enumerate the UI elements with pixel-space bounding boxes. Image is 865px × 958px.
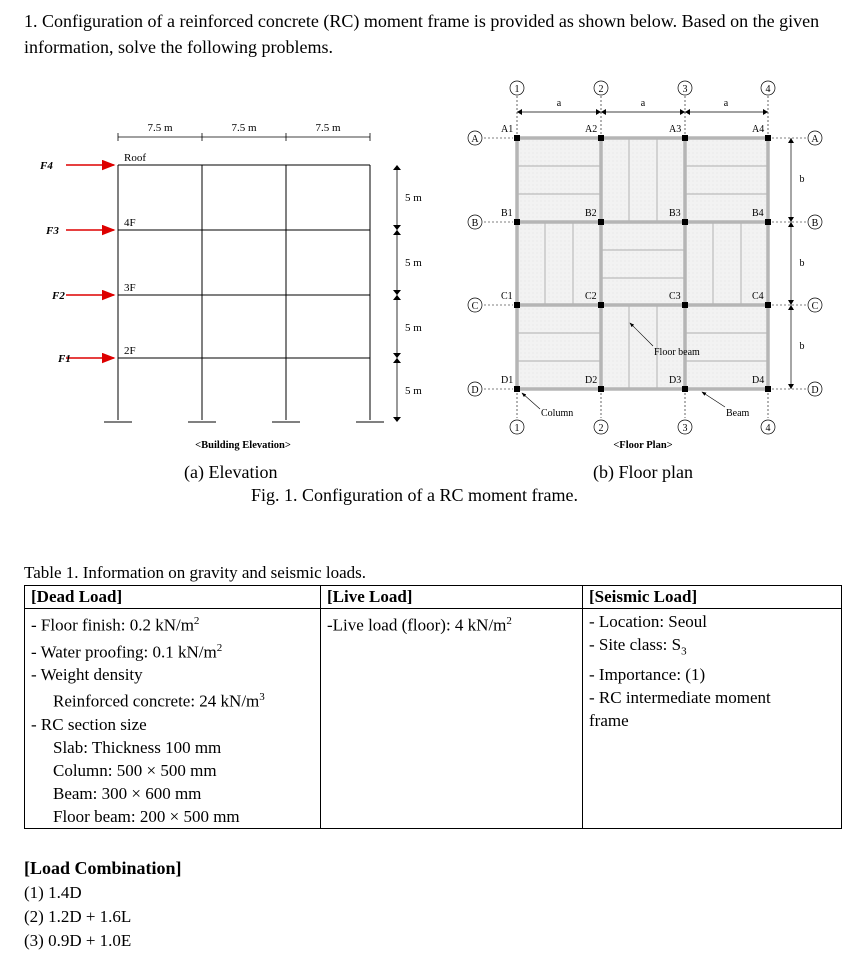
grid-A-left: A	[471, 134, 479, 145]
grid-B-right: B	[811, 218, 819, 229]
bay-dim-3: 7.5 m	[315, 122, 341, 134]
caption-floor-plan: (b) Floor plan	[593, 462, 693, 482]
grid-3-top: 3	[682, 84, 688, 95]
floor-label-roof: Roof	[124, 152, 146, 164]
grid-1-bottom: 1	[514, 423, 520, 434]
combo-1: (1) 1.4D	[24, 883, 82, 902]
story-height-3: 5 m	[405, 257, 422, 269]
force-f3: F3	[46, 225, 59, 237]
node-C2: C2	[585, 291, 597, 302]
grid-A-right: A	[811, 134, 819, 145]
story-height-4: 5 m	[405, 192, 422, 204]
dead-rc-section: - RC section size	[31, 714, 147, 734]
node-B3: B3	[669, 208, 681, 219]
caption-elevation: (a) Elevation	[184, 462, 278, 482]
node-A3: A3	[669, 124, 682, 135]
grid-D-left: D	[471, 385, 479, 396]
node-D1: D1	[501, 375, 514, 386]
force-f2: F2	[52, 290, 65, 302]
grid-C-right: C	[811, 301, 819, 312]
elevation-drawing-title: <Building Elevation>	[195, 440, 291, 451]
dead-floor-finish: - Floor finish: 0.2 $kN/m^2$	[31, 615, 200, 635]
grid-D-right: D	[811, 385, 819, 396]
spacing-a-3: a	[723, 98, 729, 109]
label-floor-beam: Floor beam	[654, 347, 700, 358]
floor-label-3f: 3F	[124, 282, 136, 294]
figure-caption: Fig. 1. Configuration of a RC moment frame.	[251, 485, 578, 505]
spacing-b-1: b	[799, 174, 805, 185]
node-D2: D2	[585, 375, 598, 386]
node-B1: B1	[501, 208, 513, 219]
dead-floor-beam: Floor beam: 200 × 500 mm	[53, 806, 240, 826]
dead-rc-density: Reinforced concrete: 24 $kN/m^3$	[53, 691, 265, 711]
node-C1: C1	[501, 291, 513, 302]
story-height-1: 5 m	[405, 385, 422, 397]
live-load-cell	[321, 609, 583, 829]
node-B2: B2	[585, 208, 597, 219]
force-f4: F4	[40, 160, 53, 172]
node-A1: A1	[501, 124, 514, 135]
node-D3: D3	[669, 375, 682, 386]
load-combination	[24, 856, 182, 953]
node-B4: B4	[752, 208, 764, 219]
node-A2: A2	[585, 124, 598, 135]
grid-B-left: B	[471, 218, 479, 229]
dead-water-proofing: - Water proofing: 0.1 $kN/m^2$	[31, 641, 223, 662]
label-beam: Beam	[726, 408, 750, 419]
grid-C-left: C	[471, 301, 479, 312]
floor-plan-drawing	[468, 81, 822, 451]
spacing-a-1: a	[556, 98, 562, 109]
header-seismic-load: [Seismic Load]	[583, 586, 842, 609]
loads-table	[24, 585, 842, 829]
bay-dim-2: 7.5 m	[231, 122, 257, 134]
grid-2-top: 2	[598, 84, 604, 95]
spacing-a-2: a	[640, 98, 646, 109]
header-live-load: [Live Load]	[321, 586, 583, 609]
node-C3: C3	[669, 291, 681, 302]
grid-3-bottom: 3	[682, 423, 688, 434]
node-C4: C4	[752, 291, 764, 302]
grid-4-bottom: 4	[765, 423, 771, 434]
seismic-system-1: - RC intermediate moment	[589, 688, 771, 708]
spacing-b-3: b	[799, 341, 805, 352]
seismic-importance: - Importance: (1)	[589, 665, 706, 685]
node-D4: D4	[752, 375, 765, 386]
problem-intro: 1. Configuration of a reinforced concrete (RC) moment frame is provided as shown below. Based on the given information, solve the following problems.	[24, 11, 820, 57]
live-floor: -Live load (floor): 4 $kN/m^2$	[327, 615, 512, 635]
spacing-b-2: b	[799, 258, 805, 269]
elevation-drawing	[39, 122, 422, 451]
floor-label-2f: 2F	[124, 345, 136, 357]
dead-load-cell	[25, 609, 321, 829]
table-caption: Table 1. Information on gravity and seismic loads.	[24, 563, 367, 582]
seismic-system-2: frame	[589, 711, 629, 731]
story-height-2: 5 m	[405, 322, 422, 334]
grid-4-top: 4	[765, 84, 771, 95]
combo-3: (3) 0.9D + 1.0E	[24, 931, 132, 950]
label-column: Column	[541, 408, 574, 419]
force-f1: F1	[58, 353, 71, 365]
seismic-site-class: - Site class: $S_3$	[589, 635, 687, 658]
dead-weight-density: - Weight density	[31, 665, 143, 685]
floor-label-4f: 4F	[124, 217, 136, 229]
dead-slab: Slab: Thickness 100 mm	[53, 737, 222, 757]
header-dead-load: [Dead Load]	[25, 586, 321, 609]
combo-2: (2) 1.2D + 1.6L	[24, 907, 132, 926]
node-A4: A4	[752, 124, 765, 135]
grid-1-top: 1	[514, 84, 520, 95]
load-combination-title: [Load Combination]	[24, 858, 182, 878]
bay-dim-1: 7.5 m	[147, 122, 173, 134]
dead-column: Column: 500 × 500 mm	[53, 760, 217, 780]
dead-beam: Beam: 300 × 600 mm	[53, 783, 202, 803]
grid-2-bottom: 2	[598, 423, 604, 434]
floor-plan-drawing-title: <Floor Plan>	[613, 440, 673, 451]
seismic-location: - Location: Seoul	[589, 612, 708, 631]
seismic-load-cell	[583, 609, 842, 829]
